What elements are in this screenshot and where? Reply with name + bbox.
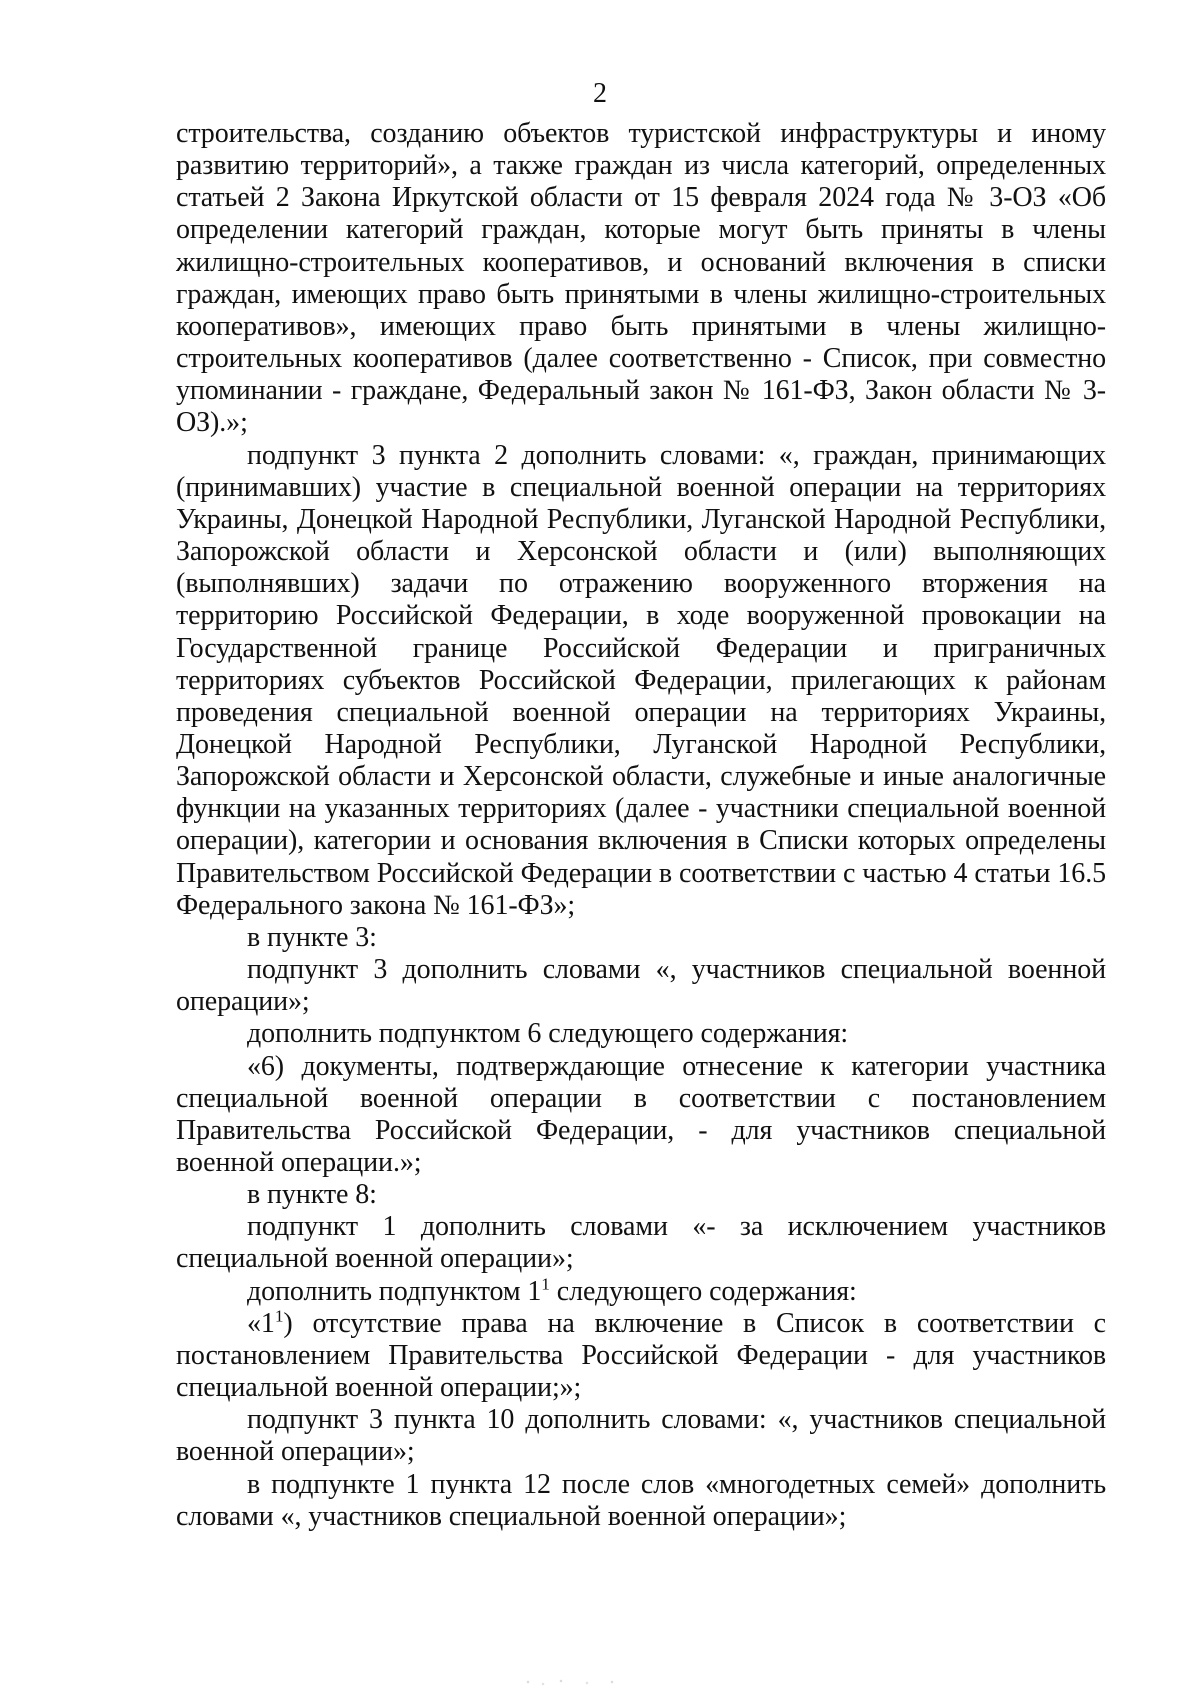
paragraph-9-superscript: 1 [541, 1273, 550, 1293]
paragraph-12: в подпункте 1 пункта 12 после слов «многодетных семей» дополнить словами «, участников специальной военной операции»; [176, 1468, 1106, 1532]
paragraph-4: подпункт 3 дополнить словами «, участников специальной военной операции»; [176, 954, 1106, 1018]
page-number: 2 [593, 78, 607, 109]
paragraph-2: подпункт 3 пункта 2 дополнить словами: «, граждан, принимающих (принимавших) участие в специальной военной операции на территориях Украины, Донецкой Народной Республики, Луганской Народной Республики, Запорожской области и Херсонской области и (или) выполняющих (выполнявших) задачи по отражению вооруженного вторжения на территорию Российской Федерации, в ходе вооруженной провокации на Государственной границе Российской Федерации и приграничных территориях субъектов Российской Федерации, прилегающих к районам проведения специальной военной операции на территориях Украины, Донецкой Народной Республики, Луганской Народной Республики, Запорожской области и Херсонской области, служебные и иные аналогичные функции на указанных территориях (далее - участники специальной военной операции), категории и основания включения в Списки которых определены Правительством Российской Федерации в соответствии с частью 4 статьи 16.5 Федерального закона № 161-ФЗ»; [176, 439, 1106, 921]
paragraph-1: строительства, созданию объектов туристской инфраструктуры и иному развитию территорий», а также граждан из числа категорий, определенных статьей 2 Закона Иркутской области от 15 февраля 2024 года № 3-ОЗ «Об определении категорий граждан, которые могут быть приняты в члены жилищно-строительных кооперативов, и оснований включения в списки граждан, имеющих право быть принятыми в члены жилищно-строительных кооперативов», имеющих право быть принятыми в члены жилищно-строительных кооперативов (далее соответственно - Список, при совместно упоминании - граждане, Федеральный закон № 161-ФЗ, Закон области № 3-ОЗ).»; [176, 118, 1106, 439]
paragraph-3: в пункте 3: [247, 921, 377, 953]
paragraph-5: дополнить подпунктом 6 следующего содержания: [247, 1018, 849, 1050]
document-body [176, 118, 1106, 1533]
paragraph-6: «6) документы, подтверждающие отнесение к категории участника специальной военной операции в соответствии с постановлением Правительства Российской Федерации, - для участников специальной военной операции.»; [176, 1050, 1106, 1178]
paragraph-10 [176, 1308, 1106, 1404]
paragraph-11: подпункт 3 пункта 10 дополнить словами: «, участников специальной военной операции»; [176, 1404, 1106, 1468]
paragraph-9-text-before-superscript: дополнить подпунктом 1 [247, 1275, 542, 1307]
paragraph-8: подпункт 1 дополнить словами «- за исключением участников специальной военной операции»; [176, 1211, 1106, 1275]
paragraph-10-text-before-superscript: «1 [247, 1307, 275, 1339]
paragraph-9-text-after-superscript: следующего содержания: [549, 1275, 857, 1307]
paragraph-10-text-after-superscript: ) отсутствие права на включение в Список в соответствии с постановлением Правительства Российской Федерации - для участников специальной военной операции;»; [176, 1307, 1106, 1404]
scan-speck-mark [520, 1677, 630, 1687]
paragraph-10-superscript: 1 [274, 1306, 284, 1326]
paragraph-9 [176, 1273, 1106, 1308]
paragraph-7: в пункте 8: [247, 1179, 377, 1211]
